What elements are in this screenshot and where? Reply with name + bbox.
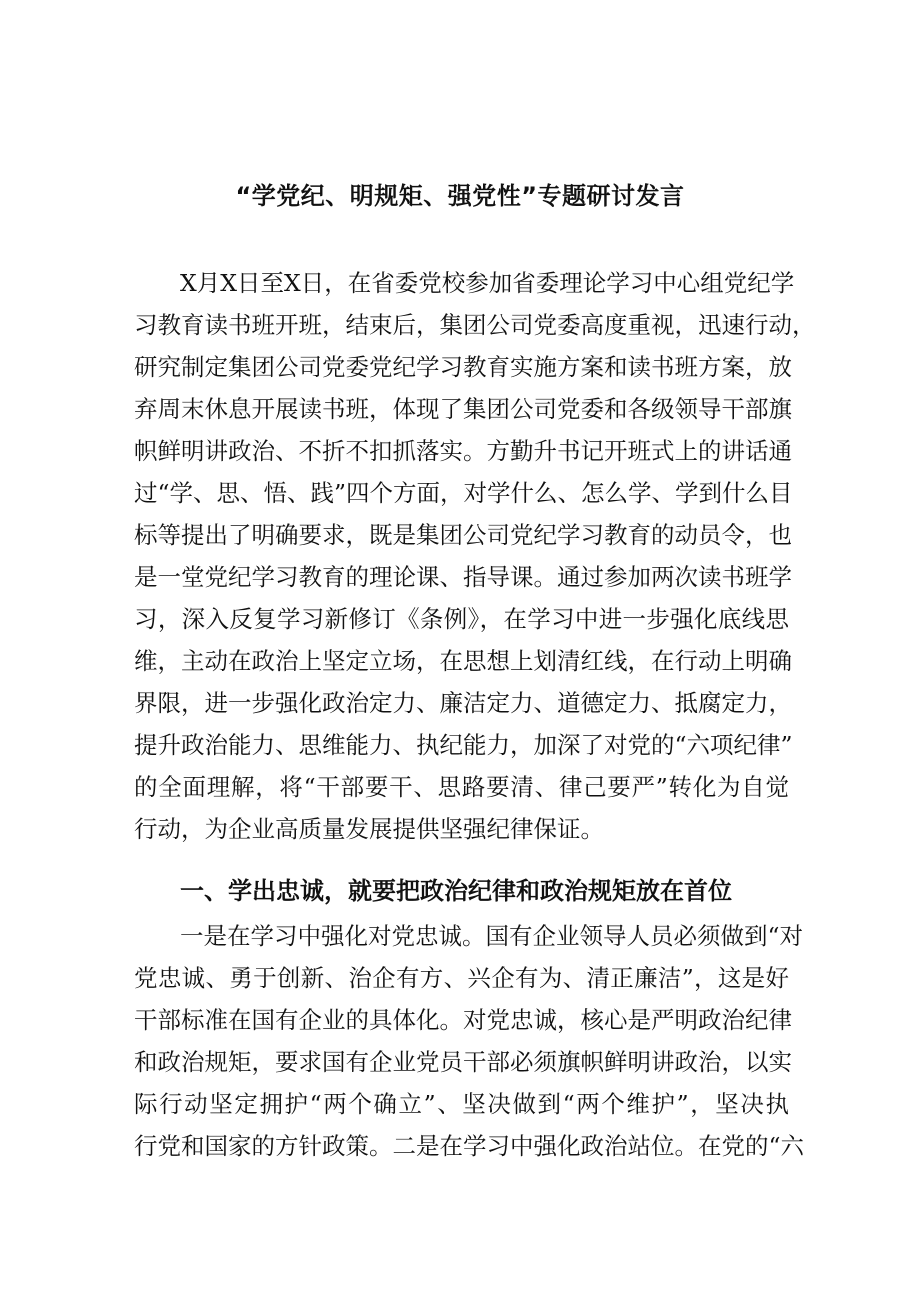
- section-heading: 一、学出忠诚，就要把政治纪律和政治规矩放在首位: [180, 877, 732, 905]
- paragraph-line: 党忠诚、勇于创新、治企有方、兴企有为、清正廉洁”，这是好: [134, 964, 789, 992]
- paragraph-line: 和政治规矩，要求国有企业党员干部必须旗帜鲜明讲政治，以实: [134, 1048, 792, 1076]
- paragraph-line: 习教育读书班开班，结束后，集团公司党委高度重视，迅速行动，: [134, 311, 816, 339]
- paragraph-line: 的全面理解，将“干部要干、思路要清、律己要严”转化为自觉: [134, 773, 789, 801]
- paragraph-line: 干部标准在国有企业的具体化。对党忠诚，核心是严明政治纪律: [134, 1006, 792, 1034]
- paragraph-line: 过“学、思、悟、践”四个方面，对学什么、怎么学、学到什么目: [134, 479, 793, 507]
- paragraph-line: 际行动坚定拥护“两个确立”、坚决做到“两个维护”，坚决执: [134, 1090, 789, 1118]
- paragraph-line: 是一堂党纪学习教育的理论课、指导课。通过参加两次读书班学: [134, 563, 792, 591]
- paragraph-line: 行动，为企业高质量发展提供坚强纪律保证。: [134, 815, 604, 843]
- paragraph-line: 一是在学习中强化对党忠诚。国有企业领导人员必须做到“对: [180, 922, 804, 950]
- paragraph-line: 标等提出了明确要求，既是集团公司党纪学习教育的动员令，也: [134, 521, 792, 549]
- paragraph-line: 研究制定集团公司党委党纪学习教育实施方案和读书班方案，放: [134, 353, 792, 381]
- paragraph-line: 帜鲜明讲政治、不折不扣抓落实。方勤升书记开班式上的讲话通: [134, 437, 792, 465]
- paragraph-line: X月X日至X日，在省委党校参加省委理论学习中心组党纪学: [180, 269, 795, 297]
- paragraph-line: 维，主动在政治上坚定立场，在思想上划清红线，在行动上明确: [134, 647, 792, 675]
- intro-paragraph: [134, 262, 816, 850]
- paragraph-line: 行党和国家的方针政策。二是在学习中强化政治站位。在党的“六: [134, 1132, 805, 1160]
- paragraph-line: 弃周末休息开展读书班，体现了集团公司党委和各级领导干部旗: [134, 395, 792, 423]
- section1-paragraph: [134, 915, 805, 1167]
- paragraph-line: 提升政治能力、思维能力、执纪能力，加深了对党的“六项纪律”: [134, 731, 793, 759]
- paragraph-line: 界限，进一步强化政治定力、廉洁定力、道德定力、抵腐定力，: [134, 689, 792, 717]
- paragraph-line: 习，深入反复学习新修订《条例》，在学习中进一步强化底线思: [134, 605, 789, 633]
- document-title: “学党纪、明规矩、强党性”专题研讨发言: [235, 182, 685, 210]
